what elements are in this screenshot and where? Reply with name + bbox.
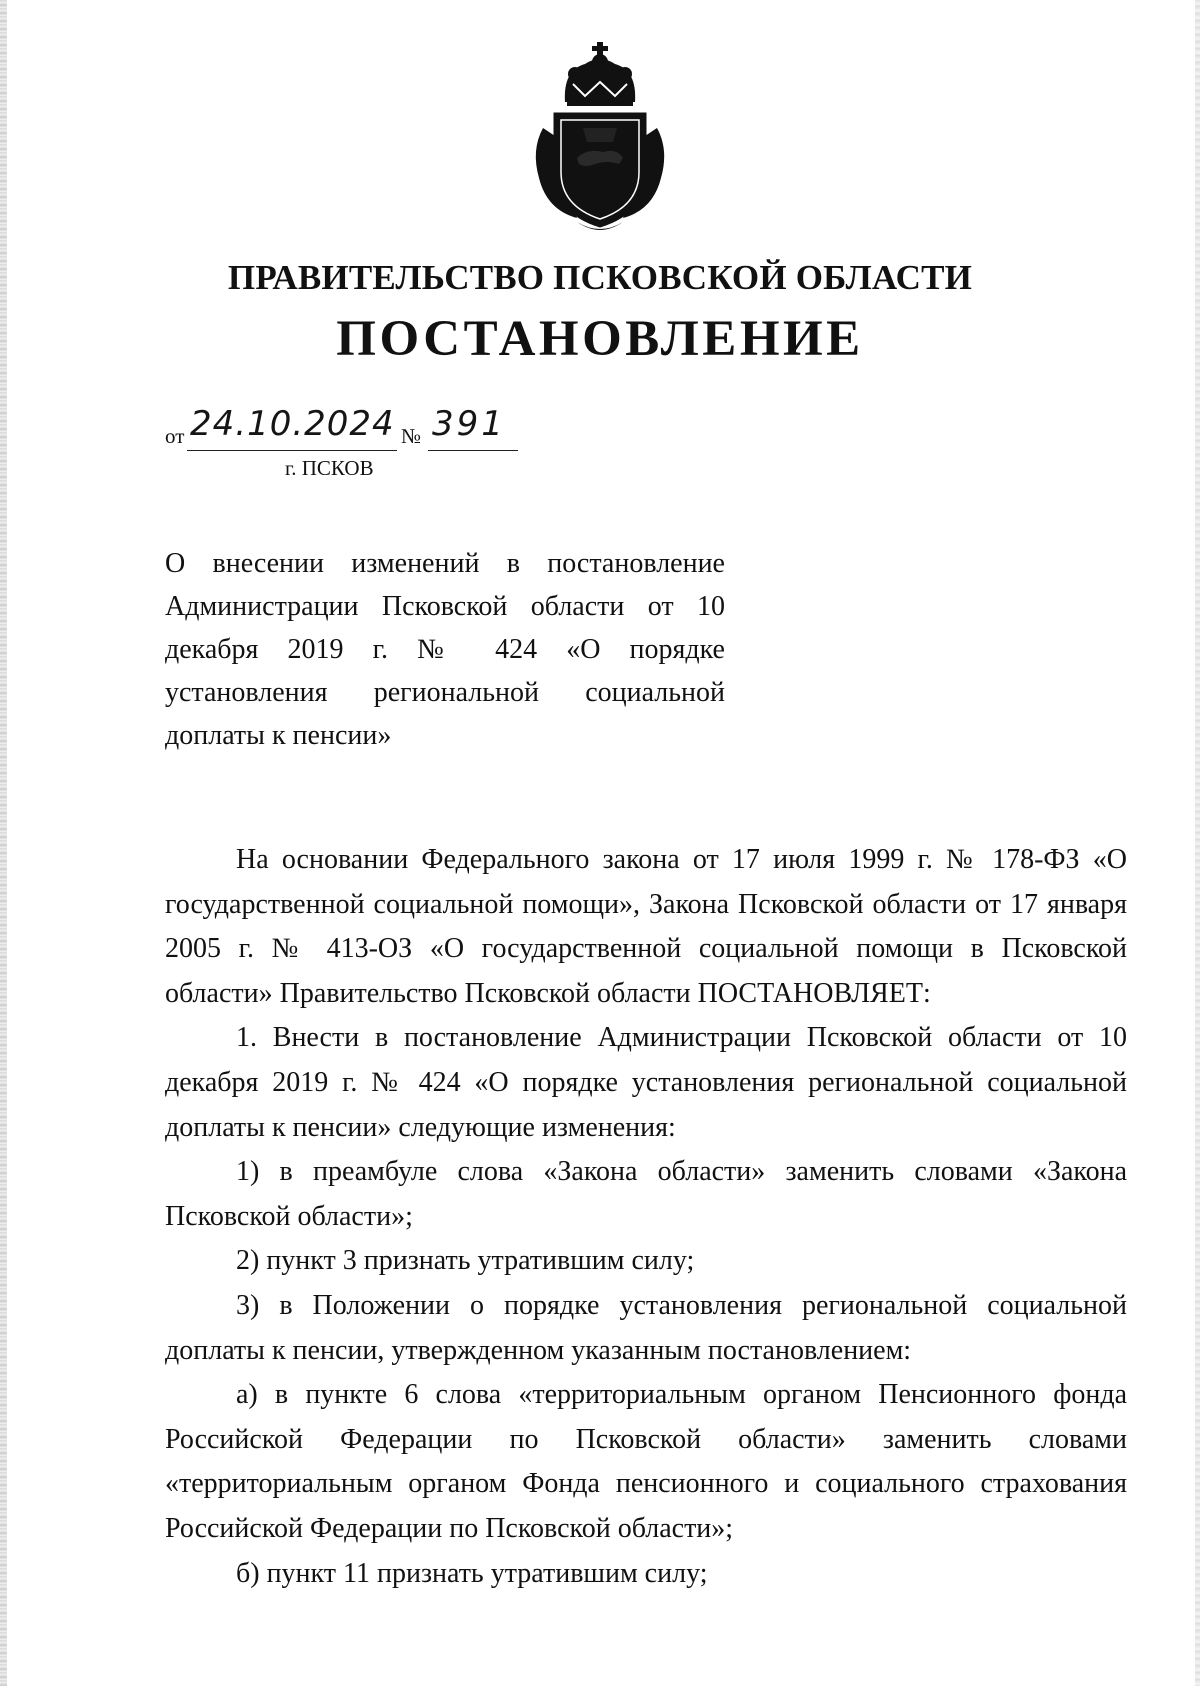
organization-name: ПРАВИТЕЛЬСТВО ПСКОВСКОЙ ОБЛАСТИ bbox=[227, 258, 973, 297]
registration-line bbox=[165, 404, 565, 452]
date-underline bbox=[187, 450, 397, 451]
body-paragraph: 1) в преамбуле слова «Закона области» заменить словами «Закона Псковской области»; bbox=[165, 1156, 1127, 1232]
body-paragraph: 2) пункт 3 признать утратившим силу; bbox=[236, 1245, 695, 1277]
handwritten-number: 391 bbox=[432, 404, 506, 444]
body-paragraph: 3) в Положении о порядке установления региональной социальной доплаты к пенсии, утвержденном указанным постановлением: bbox=[165, 1289, 1127, 1366]
date-prefix: от bbox=[165, 424, 185, 448]
handwritten-date: 24.10.2024 bbox=[190, 404, 395, 444]
number-prefix: № bbox=[401, 424, 422, 448]
scan-edge-left bbox=[0, 0, 7, 1686]
coat-of-arms-icon bbox=[525, 40, 675, 232]
city-label: г. ПСКОВ bbox=[285, 456, 374, 480]
body-paragraph: б) пункт 11 признать утратившим силу; bbox=[236, 1557, 708, 1589]
document-type: ПОСТАНОВЛЕНИЕ bbox=[336, 311, 864, 367]
body-paragraph: 1. Внести в постановление Администрации Псковской области от 10 декабря 2019 г. № 424 «О порядке установления региональной социальной доплаты к пенсии» следующие изменения: bbox=[165, 1022, 1127, 1143]
document-body bbox=[165, 838, 1127, 1596]
body-paragraph: На основании Федерального закона от 17 июля 1999 г. № 178-ФЗ «О государственной социальной помощи», Закона Псковской области от 17 января 2005 г. № 413-ОЗ «О государственной социальной помощи в Псковской области» Правительство Псковской области ПОСТАНОВЛЯЕТ: bbox=[165, 844, 1127, 1009]
document-subject: О внесении изменений в постановление Администрации Псковской области от 10 декабря 2019 г. № 424 «О порядке установления региональной социальной доплаты к пенсии» bbox=[165, 548, 725, 751]
number-underline bbox=[428, 450, 518, 451]
body-paragraph: а) в пункте 6 слова «территориальным органом Пенсионного фонда Российской Федерации по Псковской области» заменить словами «территориальным органом Фонда пенсионного и социального страхования Российской Федерации по Псковской области»; bbox=[165, 1379, 1127, 1544]
scan-edge-right bbox=[1195, 0, 1200, 1686]
